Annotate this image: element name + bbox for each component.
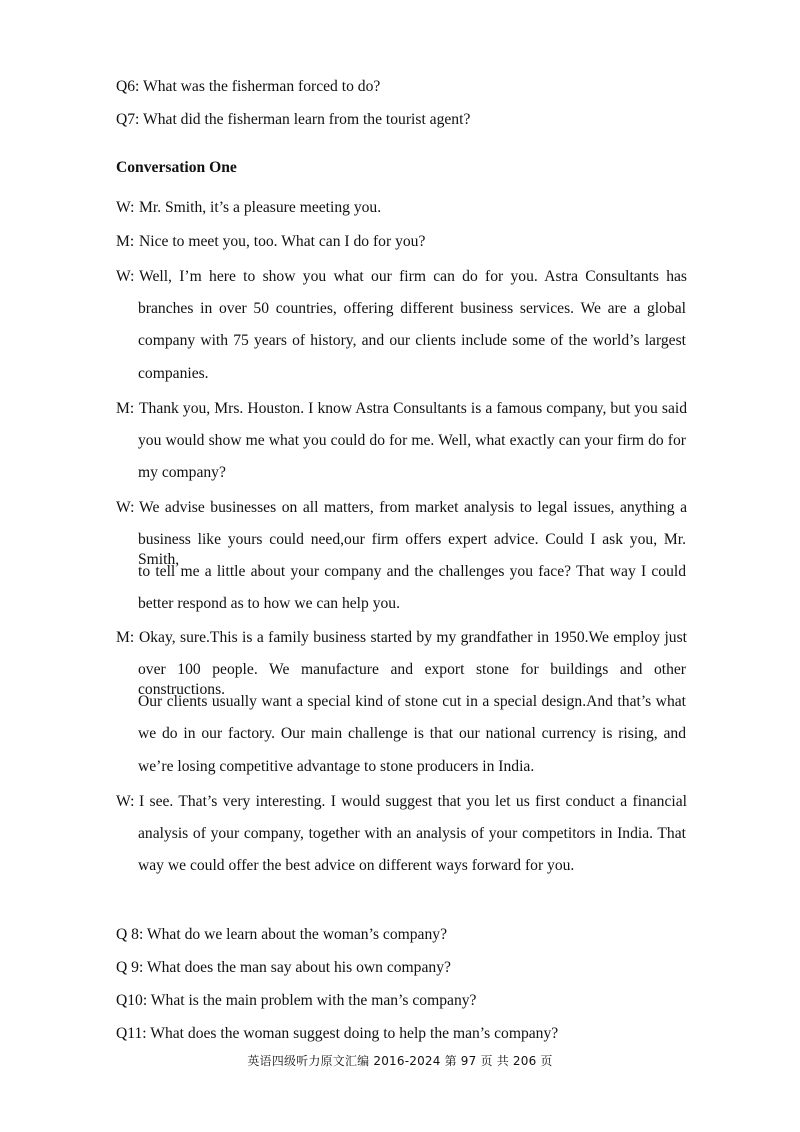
page-footer: 英语四级听力原文汇编 2016-2024 第 97 页 共 206 页 [247, 1054, 553, 1068]
dialogue-line: Mr. Smith, it’s a pleasure meeting you. [139, 199, 382, 216]
dialogue-line: I see. That’s very interesting. I would suggest that you let us first conduct a financial [139, 793, 687, 810]
dialogue-line: business like yours could need,our firm offers expert advice. Could I ask you, Mr. Smith, [138, 531, 686, 568]
speaker-label: W: [116, 499, 135, 516]
speaker-label: W: [116, 268, 135, 285]
dialogue-line: we’re losing competitive advantage to stone producers in India. [138, 758, 535, 775]
question-q8: Q 8: What do we learn about the woman’s company? [116, 926, 447, 943]
dialogue-line: Nice to meet you, too. What can I do for you? [139, 233, 426, 250]
question-q9: Q 9: What does the man say about his own company? [116, 959, 451, 976]
question-q7: Q7: What did the fisherman learn from the tourist agent? [116, 111, 471, 128]
dialogue-line: companies. [138, 365, 209, 382]
speaker-label: M: [116, 233, 135, 250]
question-q11: Q11: What does the woman suggest doing to help the man’s company? [116, 1025, 559, 1042]
dialogue-line: analysis of your company, together with an analysis of your competitors in India. That [138, 825, 686, 842]
speaker-label: M: [116, 629, 135, 646]
dialogue-line: branches in over 50 countries, offering different business services. We are a global [138, 300, 686, 317]
dialogue-line: better respond as to how we can help you. [138, 595, 400, 612]
dialogue-line: over 100 people. We manufacture and export stone for buildings and other constructions. [138, 661, 686, 698]
dialogue-line: company with 75 years of history, and our clients include some of the world’s largest [138, 332, 686, 349]
dialogue-line: my company? [138, 464, 226, 481]
speaker-label: W: [116, 793, 135, 810]
dialogue-line: Our clients usually want a special kind of stone cut in a special design.And that’s what [138, 693, 686, 710]
dialogue-line: Thank you, Mrs. Houston. I know Astra Consultants is a famous company, but you said [139, 400, 687, 417]
speaker-label: M: [116, 400, 135, 417]
dialogue-line: we do in our factory. Our main challenge is that our national currency is rising, and [138, 725, 686, 742]
dialogue-line: to tell me a little about your company and the challenges you face? That way I could [138, 563, 686, 580]
dialogue-line: you would show me what you could do for me. Well, what exactly can your firm do for [138, 432, 686, 449]
dialogue-line: We advise businesses on all matters, from market analysis to legal issues, anything a [139, 499, 687, 516]
dialogue-line: way we could offer the best advice on different ways forward for you. [138, 857, 575, 874]
question-q10: Q10: What is the main problem with the man’s company? [116, 992, 477, 1009]
section-heading: Conversation One [116, 159, 237, 176]
speaker-label: W: [116, 199, 135, 216]
question-q6: Q6: What was the fisherman forced to do? [116, 78, 381, 95]
dialogue-line: Well, I’m here to show you what our firm can do for you. Astra Consultants has [139, 268, 687, 285]
dialogue-line: Okay, sure.This is a family business started by my grandfather in 1950.We employ just [139, 629, 687, 646]
